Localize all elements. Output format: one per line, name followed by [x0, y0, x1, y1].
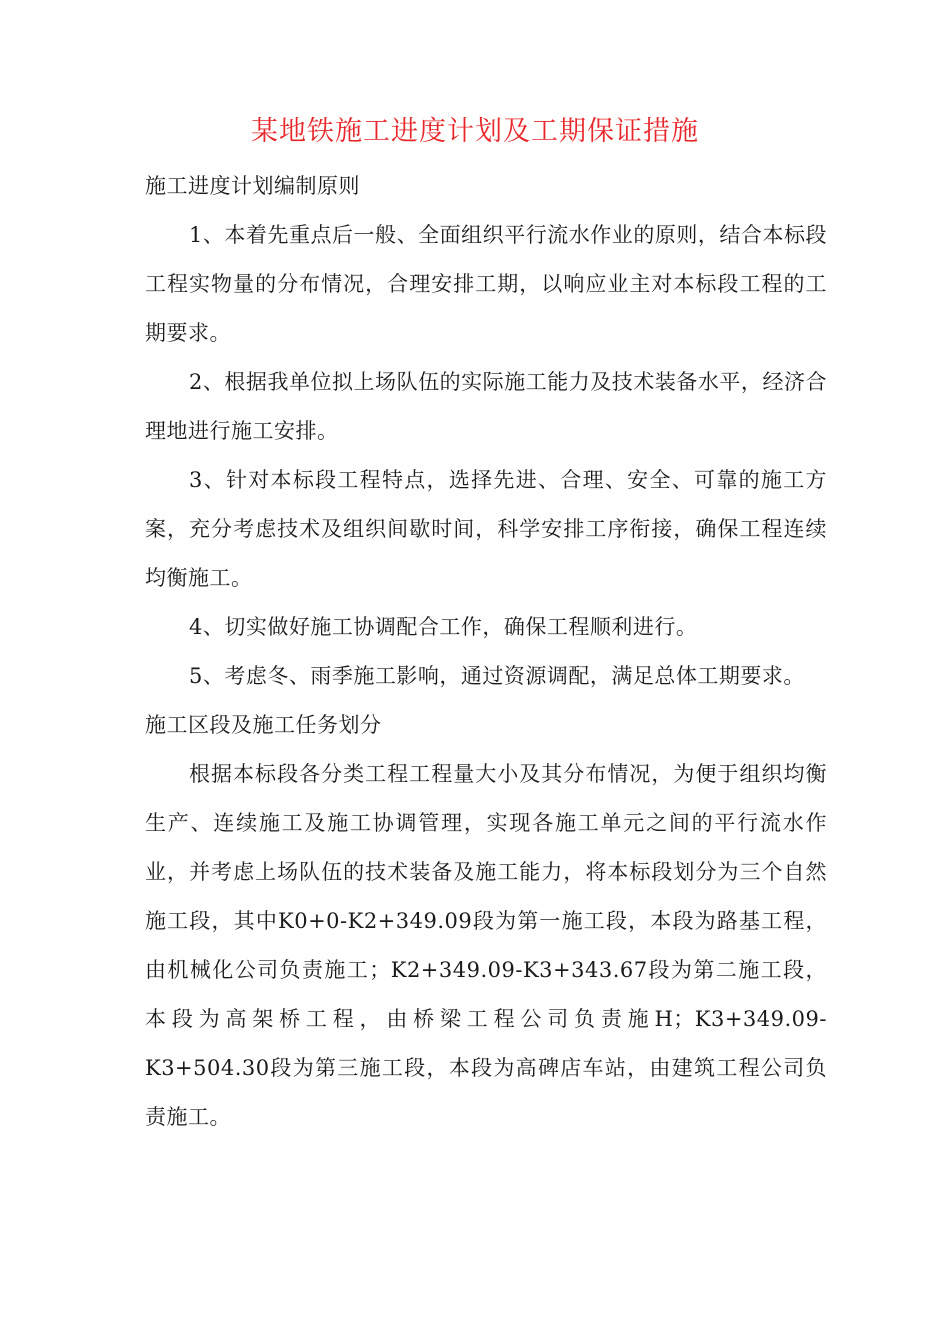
document-title: 某地铁施工进度计划及工期保证措施 — [251, 116, 699, 147]
paragraph-principle-5: 5、考虑冬、雨季施工影响，通过资源调配，满足总体工期要求。 — [189, 664, 805, 688]
paragraph-principle-1: 1、本着先重点后一般、全面组织平行流水作业的原则，结合本标段工程实物量的分布情况，合理安排工期，以响应业主对本标段工程的工期要求。 — [145, 223, 827, 345]
section-heading-segment-division: 施工区段及施工任务划分 — [145, 713, 382, 737]
document-body — [145, 162, 827, 1142]
section-heading-schedule-principles: 施工进度计划编制原则 — [145, 174, 360, 198]
paragraph-segment-division: 根据本标段各分类工程工程量大小及其分布情况，为便于组织均衡生产、连续施工及施工协调管理，实现各施工单元之间的平行流水作业，并考虑上场队伍的技术装备及施工能力，将本标段划分为三个自然施工段，其中K0+0-K2+349.09段为第一施工段，本段为路基工程，由机械化公司负责施工；K2+349.09-K3+343.67段为第二施工段，本段为高架桥工程，由桥梁工程公司负责施H；K3+349.09-K3+504.30段为第三施工段，本段为高碑店车站，由建筑工程公司负责施工。 — [145, 762, 827, 1129]
paragraph-principle-2: 2、根据我单位拟上场队伍的实际施工能力及技术装备水平，经济合理地进行施工安排。 — [145, 370, 827, 443]
paragraph-principle-4: 4、切实做好施工协调配合工作，确保工程顺利进行。 — [189, 615, 698, 639]
paragraph-principle-3: 3、针对本标段工程特点，选择先进、合理、安全、可靠的施工方案，充分考虑技术及组织间歇时间，科学安排工序衔接，确保工程连续均衡施工。 — [145, 468, 827, 590]
